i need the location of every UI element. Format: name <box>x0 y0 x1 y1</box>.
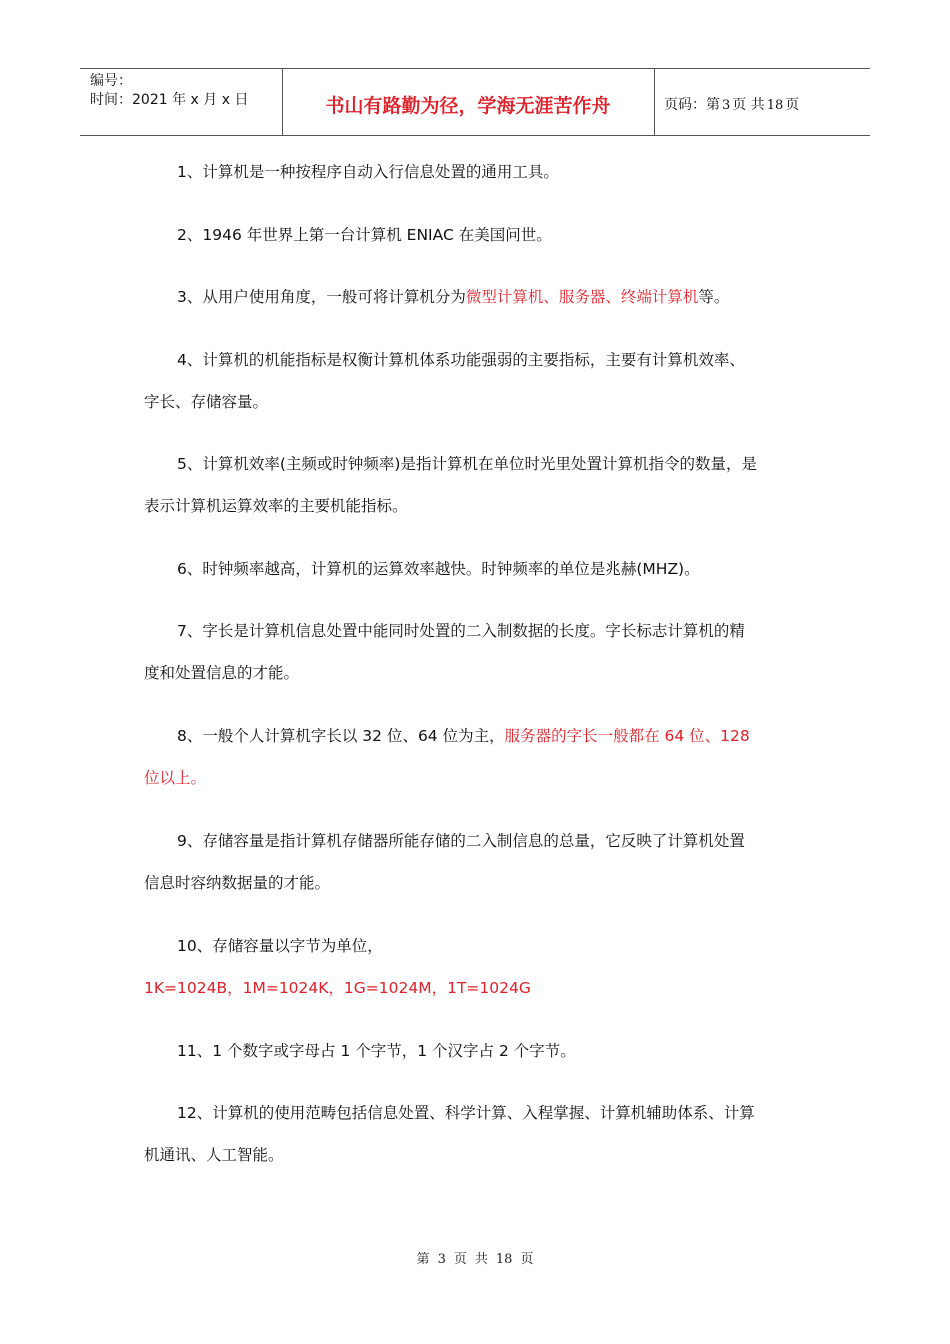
footer-di: 第 <box>416 1252 430 1267</box>
paragraph-5-line-2: 表示计算机运算效率的主要机能指标。 <box>144 497 408 515</box>
footer-gong: 共 <box>474 1252 488 1267</box>
footer-current: 3 <box>437 1252 446 1267</box>
paragraph-9-line-1: 9、存储容量是指计算机存储器所能存储的二入制信息的总量，它反映了计算机处置 <box>177 832 745 850</box>
paragraph-1: 1、计算机是一种按程序自动入行信息处置的通用工具。 <box>177 163 559 181</box>
header-table <box>80 68 870 136</box>
footer-ye-2: 页 <box>520 1252 534 1267</box>
paragraph-4-line-2: 字长、存储容量。 <box>144 393 269 411</box>
paragraph-9-line-2: 信息时容纳数据量的才能。 <box>144 874 331 892</box>
page-prefix: 页码：第 <box>664 97 720 113</box>
time-label: 时间：2021 年 x 月 x 日 <box>90 92 249 108</box>
paragraph-12-line-2: 机通讯、人工智能。 <box>144 1146 284 1164</box>
page-mid: 页 共 <box>732 97 765 113</box>
paragraph-8-line-1 <box>177 726 750 746</box>
paragraph-3-text-b: 等。 <box>698 288 730 306</box>
header-page-cell <box>655 69 870 135</box>
paragraph-8-text: 8、一般个人计算机字长以 32 位、64 位为主， <box>177 727 505 745</box>
paragraph-3-highlight: 微型计算机、服务器、终端计算机 <box>465 288 699 306</box>
page-footer <box>0 1248 950 1267</box>
page-total: 18 <box>766 98 784 113</box>
footer-ye: 页 <box>453 1252 467 1267</box>
paragraph-11: 11、1 个数字或字母占 1 个字节，1 个汉字占 2 个字节。 <box>177 1042 576 1060</box>
paragraph-7-line-1: 7、字长是计算机信息处置中能同时处置的二入制数据的长度。字长标志计算机的精 <box>177 622 745 640</box>
paragraph-7-line-2: 度和处置信息的才能。 <box>144 664 300 682</box>
paragraph-12-line-1: 12、计算机的使用范畴包括信息处置、科学计算、入程掌握、计算机辅助体系、计算 <box>177 1104 755 1122</box>
footer-total: 18 <box>495 1252 513 1267</box>
header-meta-cell <box>80 69 283 135</box>
paragraph-10-units: 1K=1024B，1M=1024K，1G=1024M，1T=1024G <box>144 979 531 997</box>
paragraph-3 <box>177 287 729 307</box>
paragraph-5-line-1: 5、计算机效率(主频或时钟频率)是指计算机在单位时光里处置计算机指令的数量，是 <box>177 455 757 473</box>
header-motto-cell <box>282 69 655 135</box>
paragraph-10-line-1: 10、存储容量以字节为单位， <box>177 937 383 955</box>
page-indicator <box>664 94 799 114</box>
paragraph-2: 2、1946 年世界上第一台计算机 ENIAC 在美国问世。 <box>177 226 552 244</box>
paragraph-8-highlight: 服务器的字长一般都在 64 位、128 <box>504 727 750 745</box>
paragraph-8-line-2: 位以上。 <box>144 769 207 787</box>
page-current: 3 <box>722 98 731 113</box>
number-label: 编号： <box>90 73 132 89</box>
paragraph-3-text-a: 3、从用户使用角度，一般可将计算机分为 <box>177 288 466 306</box>
motto: 书山有路勤为径，学海无涯苦作舟 <box>325 95 611 117</box>
page-suffix: 页 <box>785 97 800 113</box>
paragraph-4-line-1: 4、计算机的机能指标是权衡计算机体系功能强弱的主要指标，主要有计算机效率、 <box>177 351 745 369</box>
paragraph-6: 6、时钟频率越高，计算机的运算效率越快。时钟频率的单位是兆赫(MHZ)。 <box>177 560 700 578</box>
